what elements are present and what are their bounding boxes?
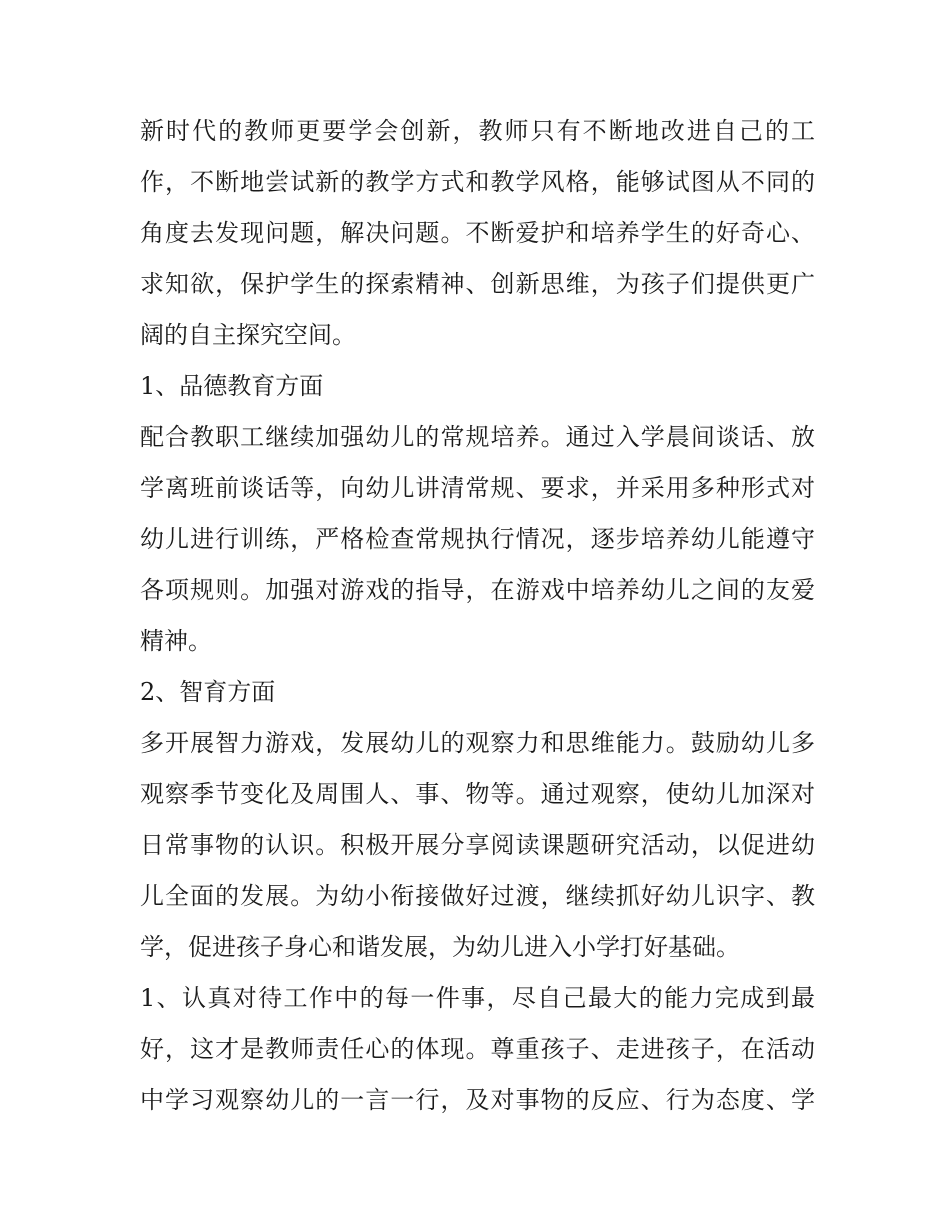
text-line: 新时代的教师更要学会创新，教师只有不断地改进自己的工 — [140, 117, 815, 145]
text-line: 观察季节变化及周围人、事、物等。通过观察，使幼儿加深对 — [140, 780, 815, 808]
text-line: 幼儿进行训练，严格检查常规执行情况，逐步培养幼儿能遵守 — [140, 525, 815, 553]
text-line: 学，促进孩子身心和谐发展，为幼儿进入小学打好基础。 — [140, 933, 740, 961]
text-line: 配合教职工继续加强幼儿的常规培养。通过入学晨间谈话、放 — [140, 423, 815, 451]
text-line: 好，这才是教师责任心的体现。尊重孩子、走进孩子，在活动 — [140, 1035, 815, 1063]
section-heading: 2、智育方面 — [140, 678, 276, 706]
text-line: 多开展智力游戏，发展幼儿的观察力和思维能力。鼓励幼儿多 — [140, 729, 815, 757]
text-line: 中学习观察幼儿的一言一行，及对事物的反应、行为态度、学 — [140, 1086, 815, 1114]
text-line: 1、认真对待工作中的每一件事，尽自己最大的能力完成到最 — [140, 984, 815, 1012]
text-line: 日常事物的认识。积极开展分享阅读课题研究活动，以促进幼 — [140, 831, 815, 859]
text-line: 作，不断地尝试新的教学方式和教学风格，能够试图从不同的 — [140, 168, 815, 196]
text-line: 学离班前谈话等，向幼儿讲清常规、要求，并采用多种形式对 — [140, 474, 815, 502]
text-line: 阔的自主探究空间。 — [140, 321, 356, 349]
text-line: 角度去发现问题，解决问题。不断爱护和培养学生的好奇心、 — [140, 219, 815, 247]
text-line: 精神。 — [140, 627, 212, 655]
text-line: 各项规则。加强对游戏的指导，在游戏中培养幼儿之间的友爱 — [140, 576, 815, 604]
text-line: 儿全面的发展。为幼小衔接做好过渡，继续抓好幼儿识字、教 — [140, 882, 815, 910]
document-body — [140, 106, 815, 1126]
section-heading: 1、品德教育方面 — [140, 372, 324, 400]
text-line: 求知欲，保护学生的探索精神、创新思维，为孩子们提供更广 — [140, 270, 815, 298]
